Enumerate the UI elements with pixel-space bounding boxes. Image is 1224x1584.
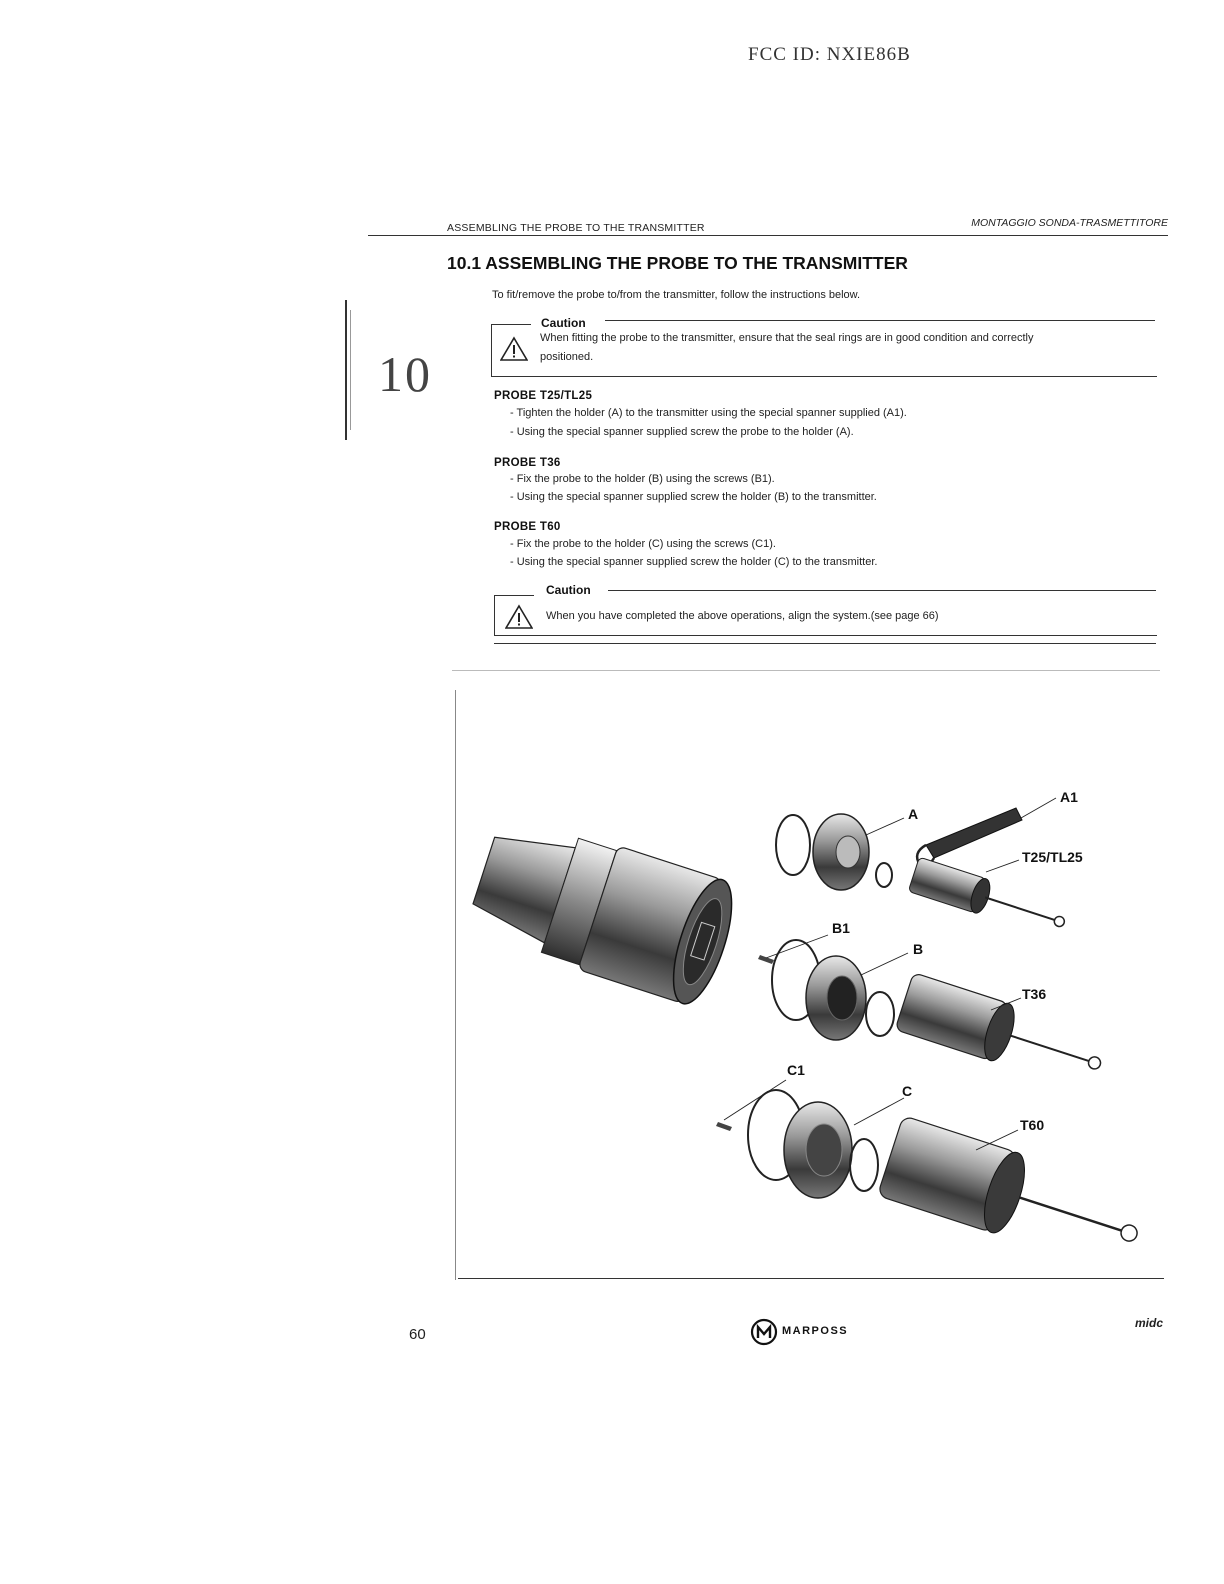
holder-a-group bbox=[776, 808, 1070, 940]
figure-label-t60: T60 bbox=[1020, 1117, 1045, 1133]
caution-2-label: Caution bbox=[546, 583, 591, 597]
caution-1-rule-left bbox=[491, 324, 531, 325]
caution-2-bottom-rule bbox=[494, 643, 1156, 644]
probe-assembly-illustration bbox=[456, 680, 1164, 1275]
probe-t36-step-1: - Fix the probe to the holder (B) using the screws (B1). bbox=[510, 473, 775, 485]
probe-t36-step-2: - Using the special spanner supplied screw the holder (B) to the transmitter. bbox=[510, 491, 877, 503]
caution-1-rule-right bbox=[605, 320, 1155, 321]
holder-c-group bbox=[716, 1090, 1150, 1275]
probe-t25-step-1: - Tighten the holder (A) to the transmitter using the special spanner supplied (A1). bbox=[510, 407, 907, 419]
page-number: 60 bbox=[409, 1326, 426, 1343]
marposs-logo-icon bbox=[750, 1318, 778, 1346]
warning-triangle-icon bbox=[505, 604, 533, 630]
caution-1-text-line-1: When fitting the probe to the transmitter, ensure that the seal rings are in good condition and correctly bbox=[540, 332, 1034, 344]
caution-2-rule-left bbox=[494, 595, 534, 596]
figure-frame-bottom bbox=[458, 1278, 1164, 1279]
figure-label-t25: T25/TL25 bbox=[1022, 849, 1083, 865]
section-intro: To fit/remove the probe to/from the transmitter, follow the instructions below. bbox=[492, 289, 861, 301]
transmitter-body bbox=[464, 809, 744, 1011]
brand-name: MARPOSS bbox=[782, 1325, 849, 1337]
figure-label-b: B bbox=[913, 941, 924, 957]
probe-heading-t60: PROBE T60 bbox=[494, 521, 561, 533]
probe-t25-step-2: - Using the special spanner supplied screw the probe to the holder (A). bbox=[510, 426, 854, 438]
section-title: 10.1 ASSEMBLING THE PROBE TO THE TRANSMITTER bbox=[447, 253, 908, 273]
figure-label-c1: C1 bbox=[787, 1062, 805, 1078]
figure-label-t36: T36 bbox=[1022, 986, 1047, 1002]
figure-label-c: C bbox=[902, 1083, 913, 1099]
fcc-id: FCC ID: NXIE86B bbox=[748, 44, 911, 65]
caution-1-text-line-2: positioned. bbox=[540, 351, 594, 363]
probe-heading-t25: PROBE T25/TL25 bbox=[494, 390, 593, 402]
figure-label-a: A bbox=[908, 806, 919, 822]
probe-t60-step-2: - Using the special spanner supplied screw the holder (C) to the transmitter. bbox=[510, 556, 877, 568]
holder-b-group bbox=[758, 940, 1109, 1093]
caution-1-label: Caution bbox=[541, 316, 586, 330]
figure-label-a1: A1 bbox=[1060, 789, 1078, 805]
figure-frame-top bbox=[452, 670, 1160, 671]
chapter-tab-bar bbox=[345, 300, 347, 440]
caution-2-text: When you have completed the above operations, align the system.(see page 66) bbox=[546, 610, 939, 622]
figure-label-b1: B1 bbox=[832, 920, 850, 936]
warning-triangle-icon bbox=[500, 336, 528, 362]
header-rule bbox=[368, 235, 1168, 236]
running-header-right: MONTAGGIO SONDA-TRASMETTITORE bbox=[971, 217, 1168, 229]
probe-heading-t36: PROBE T36 bbox=[494, 457, 561, 469]
chapter-tab-bar-inner bbox=[350, 310, 351, 430]
caution-2-rule-right bbox=[608, 590, 1156, 591]
probe-t60-step-1: - Fix the probe to the holder (C) using the screws (C1). bbox=[510, 538, 776, 550]
running-header-left: ASSEMBLING THE PROBE TO THE TRANSMITTER bbox=[447, 222, 705, 234]
document-code: midc bbox=[1135, 1316, 1164, 1330]
chapter-number: 10 bbox=[378, 346, 432, 402]
leader-lines bbox=[724, 798, 1056, 1150]
